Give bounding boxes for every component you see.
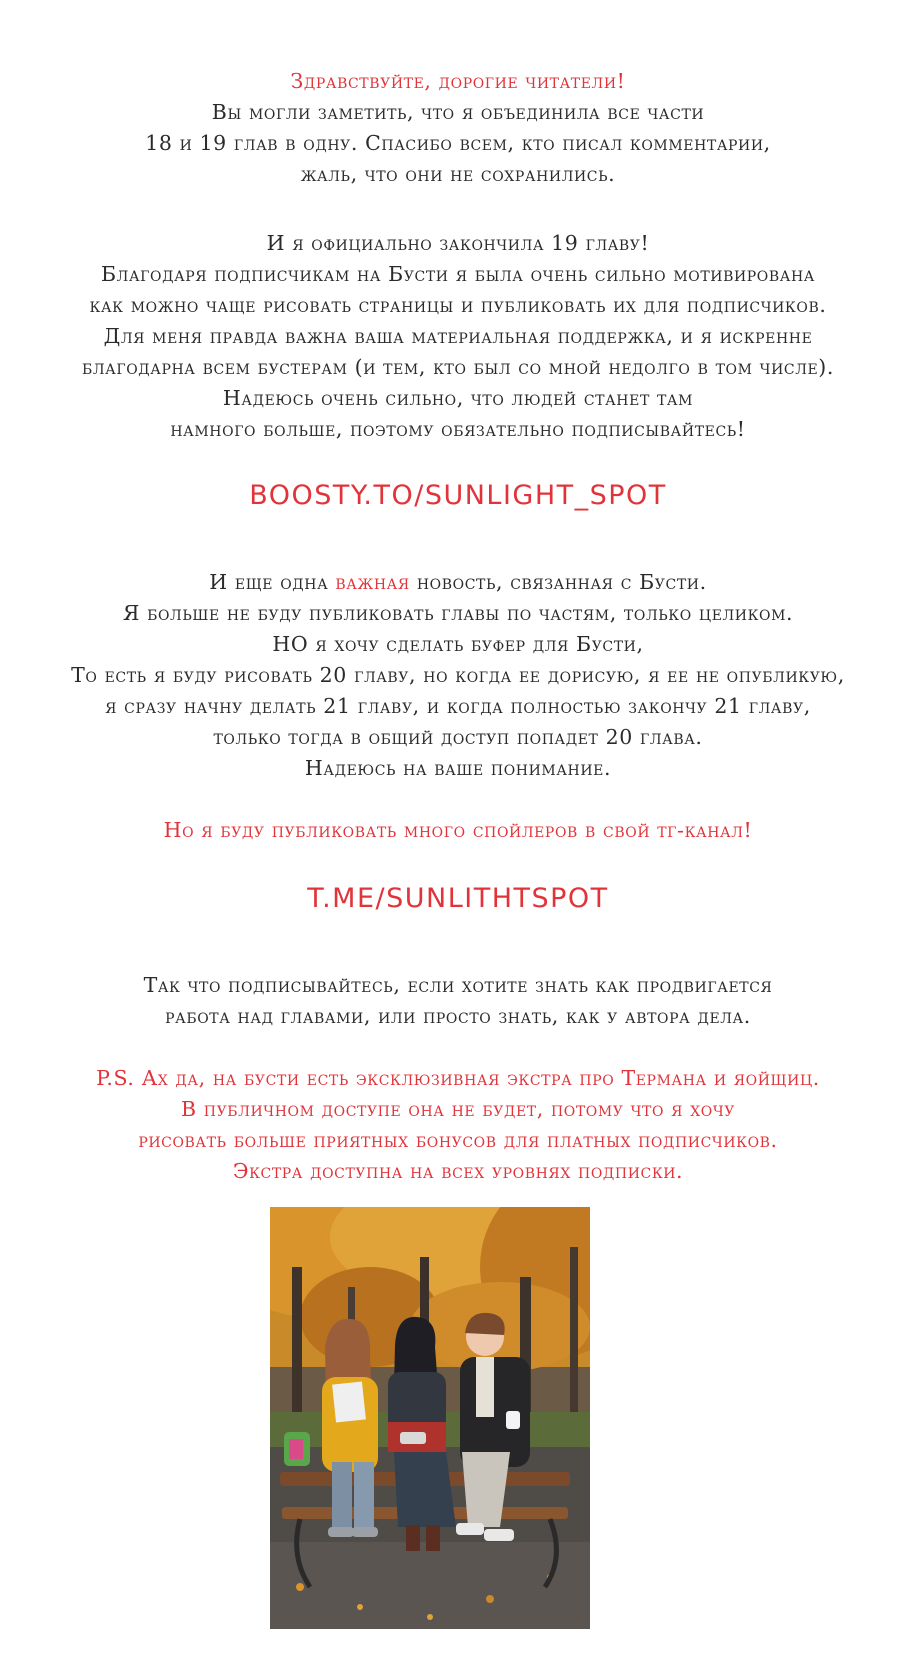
finished-line: Надеюсь очень сильно, что людей станет там	[222, 386, 694, 410]
finished-line: И я официально закончила 19 главу!	[266, 231, 650, 255]
autumn-park-scene	[270, 1207, 590, 1629]
telegram-link[interactable]: T.ME/SUNLITHTSPOT	[307, 883, 609, 914]
intro-line: жаль, что они не сохранились.	[300, 162, 616, 186]
news-first-line	[0, 567, 916, 598]
spoilers-section	[0, 815, 916, 846]
news-line: я сразу начну делать 21 главу, и когда полностью закончу 21 главу,	[105, 694, 811, 718]
ps-section	[0, 1063, 916, 1187]
news-line: только тогда в общий доступ попадет 20 глава.	[213, 725, 703, 749]
finished-line: Для меня правда важна ваша материальная поддержка, и я искренне	[103, 324, 813, 348]
finished-section	[0, 228, 916, 445]
news-section	[0, 567, 916, 784]
greeting: Здравствуйте, дорогие читатели!	[290, 69, 626, 93]
extra-illustration	[270, 1207, 590, 1629]
news-first-line-post: новость, связанная с Бусти.	[409, 570, 707, 594]
subscribe-section	[0, 970, 916, 1032]
finished-line: намного больше, поэтому обязательно подписывайтесь!	[170, 417, 746, 441]
boosty-link[interactable]: BOOSTY.TO/SUNLIGHT_SPOT	[249, 480, 667, 511]
subscribe-line: работа над главами, или просто знать, как у автора дела.	[165, 1004, 751, 1028]
news-line: НО я хочу сделать буфер для Бусти,	[272, 632, 644, 656]
ps-line: В публичном доступе она не будет, потому что я хочу	[181, 1097, 735, 1121]
news-line: Надеюсь на ваше понимание.	[304, 756, 612, 780]
news-line: Я больше не буду публиковать главы по частям, только целиком.	[122, 601, 794, 625]
boosty-link-section	[0, 480, 916, 511]
news-first-line-pre: И еще одна	[209, 570, 336, 594]
tg-link-section	[0, 883, 916, 914]
news-line: То есть я буду рисовать 20 главу, но когда ее дорисую, я ее не опубликую,	[71, 663, 845, 687]
news-highlight: важная	[335, 570, 410, 594]
ps-line: P.S. Ах да, на бусти есть эксклюзивная экстра про Термана и яойщиц.	[96, 1066, 820, 1090]
finished-line: благодарна всем бустерам (и тем, кто был со мной недолго в том числе).	[81, 355, 835, 379]
spoilers-line: Но я буду публиковать много спойлеров в свой тг-канал!	[163, 818, 753, 842]
intro-line: Вы могли заметить, что я объединила все части	[211, 100, 705, 124]
subscribe-line: Так что подписывайтесь, если хотите знать как продвигается	[143, 973, 773, 997]
finished-line: как можно чаще рисовать страницы и публиковать их для подписчиков.	[89, 293, 827, 317]
finished-line: Благодаря подписчикам на Бусти я была очень сильно мотивирована	[101, 262, 815, 286]
ps-line: Экстра доступна на всех уровнях подписки.	[232, 1159, 684, 1183]
intro-section	[0, 66, 916, 190]
intro-line: 18 и 19 глав в одну. Спасибо всем, кто писал комментарии,	[145, 131, 771, 155]
ps-line: рисовать больше приятных бонусов для платных подписчиков.	[138, 1128, 778, 1152]
